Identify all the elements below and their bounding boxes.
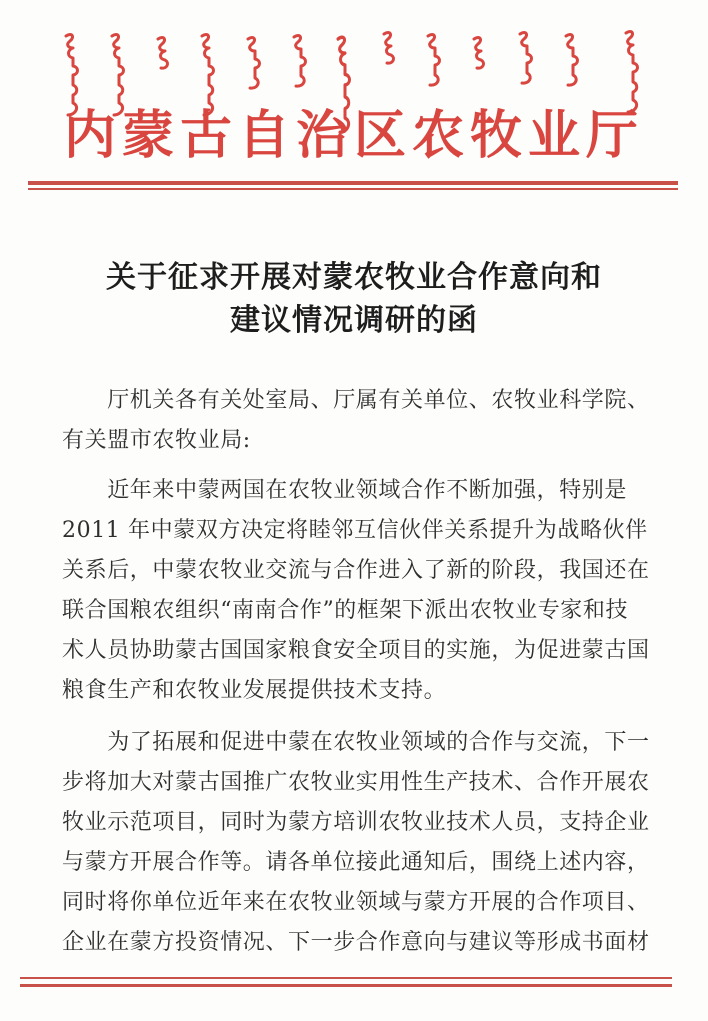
org-name: 内蒙古自治区农牧业厅 (63, 105, 644, 166)
mongolian-word (112, 35, 124, 115)
header-rule-thin (28, 188, 678, 190)
body-line: 粮食生产和农牧业发展提供技术支持。 (62, 678, 447, 703)
body-line: 关系后，中蒙农牧业交流与合作进入了新的阶段，我国还在 (62, 558, 650, 583)
mongolian-word (294, 36, 306, 87)
salutation-paragraph (62, 381, 658, 461)
background-paragraph (62, 471, 658, 711)
mongolian-word (566, 35, 578, 86)
mongolian-word (158, 38, 168, 69)
body-line: 同时将你单位近年来在农牧业领域与蒙方开展的合作项目、 (62, 890, 650, 915)
mongolian-word (520, 33, 532, 84)
footer-rule-thick (20, 984, 672, 987)
document-body (62, 381, 658, 963)
body-line: 牧业示范项目，同时为蒙方培训农牧业技术人员，支持企业 (62, 810, 650, 835)
document-title-line-2: 建议情况调研的函 (230, 303, 478, 338)
mongolian-word (66, 35, 78, 115)
mongolian-word (248, 38, 260, 89)
body-line: 企业在蒙方投资情况、下一步合作意向与建议等形成书面材 (62, 930, 650, 955)
mongolian-word (474, 38, 484, 69)
body-line: 有关盟市农牧业局: (62, 428, 251, 453)
mongolian-word (626, 32, 638, 112)
body-line: 与蒙方开展合作等。请各单位接此通知后，围绕上述内容， (62, 850, 650, 875)
body-line: 术人员协助蒙古国国家粮食安全项目的实施，为促进蒙古国 (62, 638, 650, 663)
mongolian-word (202, 35, 214, 115)
document-title (0, 256, 708, 342)
mongolian-word (428, 35, 440, 86)
footer-rule-thin (20, 977, 672, 979)
body-line: 厅机关各有关处室局、厅属有关单位、农牧业科学院、 (62, 388, 650, 413)
body-line: 近年来中蒙两国在农牧业领域合作不断加强，特别是 (62, 478, 628, 503)
body-line: 为了拓展和促进中蒙在农牧业领域的合作与交流，下一 (62, 730, 650, 755)
mongolian-word (384, 33, 394, 64)
request-paragraph (62, 723, 658, 963)
header-rule-thick (28, 181, 678, 185)
body-line: 步将加大对蒙古国推广农牧业实用性生产技术、合作开展农 (62, 770, 650, 795)
body-line: 2011 年中蒙双方决定将睦邻互信伙伴关系提升为战略伙伴 (62, 518, 648, 543)
body-line: 联合国粮农组织“南南合作”的框架下派出农牧业专家和技 (62, 598, 629, 623)
document-title-line-1: 关于征求开展对蒙农牧业合作意向和 (106, 260, 602, 295)
